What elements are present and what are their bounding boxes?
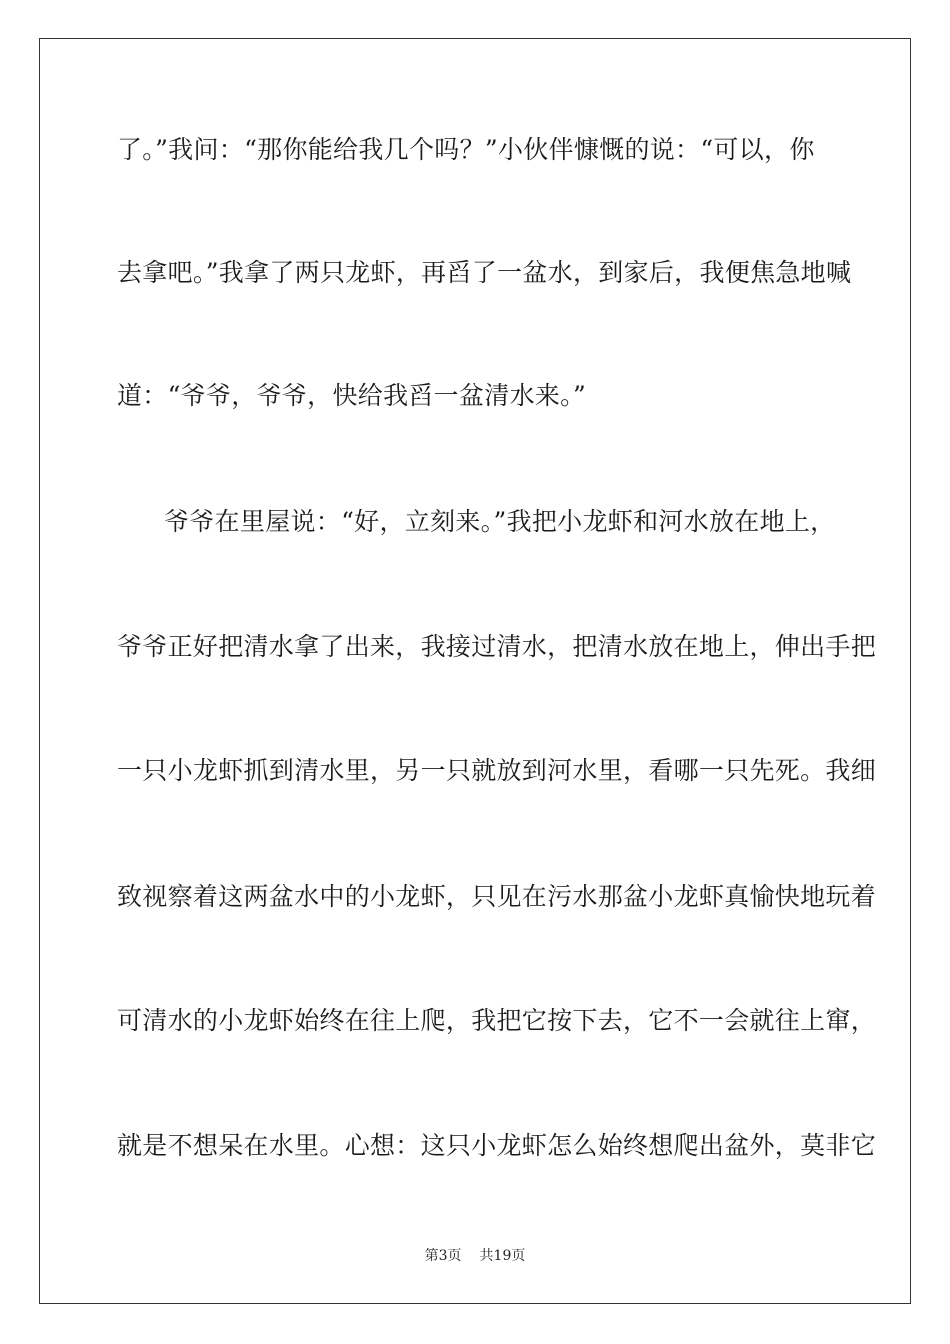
body-text-line-9: 就是不想呆在水里。心想：这只小龙虾怎么始终想爬出盆外，莫非它 xyxy=(117,1131,877,1160)
body-text-line-1: 了。”我问：“那你能给我几个吗？”小伙伴慷慨的说：“可以，你 xyxy=(117,135,815,164)
page-footer xyxy=(0,1246,950,1266)
body-text-line-5: 爷爷正好把清水拿了出来，我接过清水，把清水放在地上，伸出手把 xyxy=(117,632,877,661)
page-border xyxy=(39,38,911,1304)
body-text-line-3: 道：“爷爷，爷爷，快给我舀一盆清水来。” xyxy=(117,381,587,410)
body-text-line-2: 去拿吧。”我拿了两只龙虾，再舀了一盆水，到家后，我便焦急地喊 xyxy=(117,258,852,287)
body-text-line-7: 致视察着这两盆水中的小龙虾，只见在污水那盆小龙虾真愉快地玩着 xyxy=(117,882,877,911)
total-pages: 共19页 xyxy=(479,1248,526,1264)
page-number: 第3页 xyxy=(424,1248,462,1264)
body-text-line-4-paragraph-start: 爷爷在里屋说：“好，立刻来。”我把小龙虾和河水放在地上， xyxy=(164,507,836,536)
body-text-line-6: 一只小龙虾抓到清水里，另一只就放到河水里，看哪一只先死。我细 xyxy=(117,756,877,785)
body-text-line-8: 可清水的小龙虾始终在往上爬，我把它按下去，它不一会就往上窜， xyxy=(117,1006,877,1035)
